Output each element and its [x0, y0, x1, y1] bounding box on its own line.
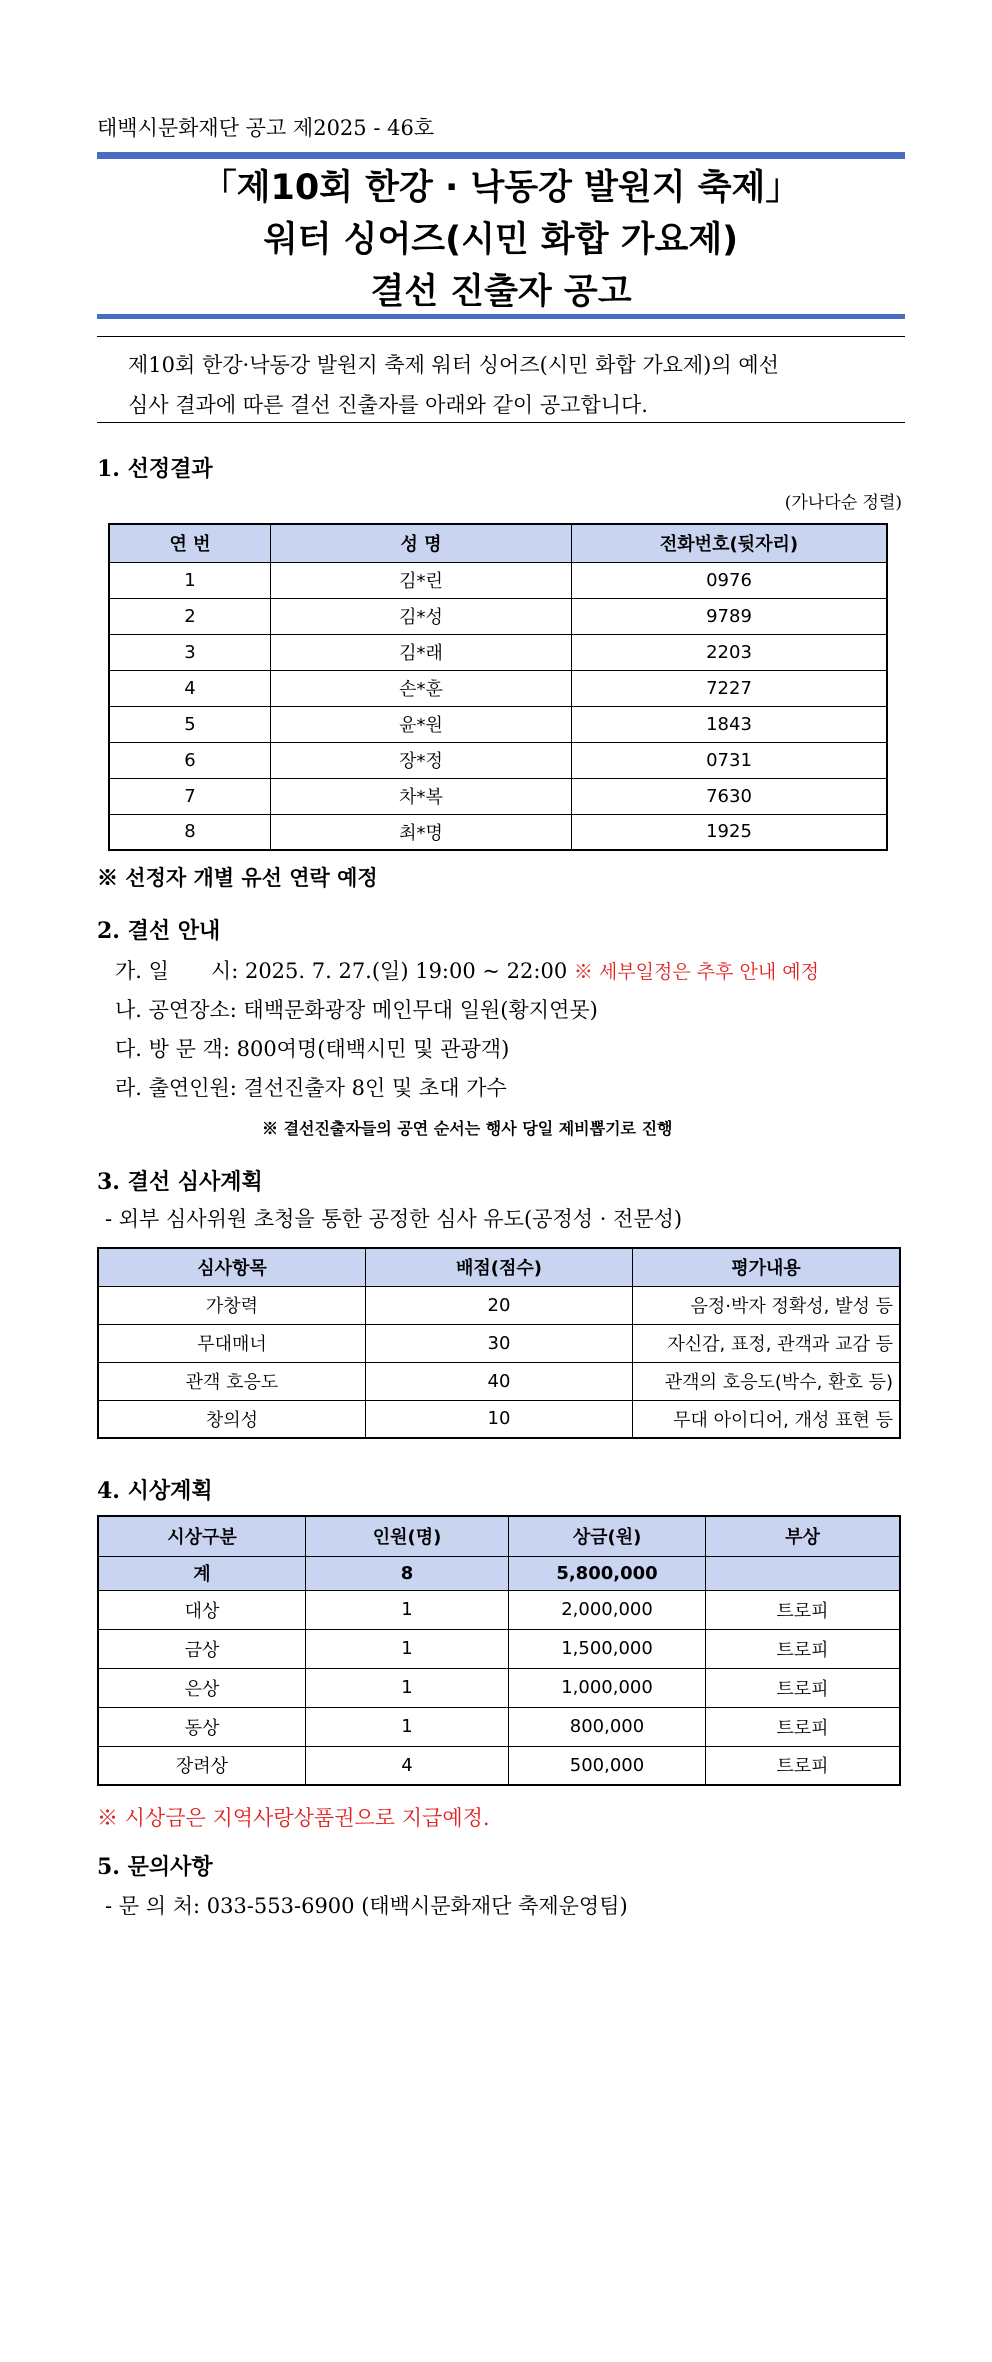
- table-cell: 10: [366, 1400, 633, 1438]
- table-cell: 창의성: [98, 1400, 366, 1438]
- table-cell: 800,000: [509, 1707, 706, 1746]
- intro-bottom-rule: [97, 422, 905, 423]
- section1-title: 1. 선정결과: [97, 456, 213, 482]
- table-cell: 6: [109, 742, 271, 778]
- table-cell: 7: [109, 778, 271, 814]
- table-cell: 4: [306, 1746, 509, 1785]
- table-cell: 최*명: [271, 814, 572, 850]
- table-cell: 1: [306, 1668, 509, 1707]
- header-cell: 시상구분: [98, 1516, 306, 1556]
- table-cell: 7630: [572, 778, 888, 814]
- section4-title: 4. 시상계획: [97, 1478, 213, 1504]
- table-cell: 1,500,000: [509, 1629, 706, 1668]
- table-cell: 1: [306, 1590, 509, 1629]
- date-text: 가. 일 시: 2025. 7. 27.(일) 19:00 ~ 22:00: [115, 959, 568, 983]
- section5-title: 5. 문의사항: [97, 1854, 213, 1880]
- intro-line-2: 심사 결과에 따른 결선 진출자를 아래와 같이 공고합니다.: [128, 393, 648, 417]
- table-row: [109, 814, 887, 850]
- header-cell: 전화번호(뒷자리): [572, 524, 888, 562]
- header-cell: 부상: [706, 1516, 901, 1556]
- table-row: [98, 1668, 900, 1707]
- table-cell: 무대매너: [98, 1324, 366, 1362]
- table-row: [98, 1590, 900, 1629]
- table-cell: [706, 1556, 901, 1590]
- table-cell: 무대 아이디어, 개성 표현 등: [633, 1400, 901, 1438]
- table-cell: 20: [366, 1286, 633, 1324]
- table-cell: 7227: [572, 670, 888, 706]
- sort-note: (가나다순 정렬): [784, 493, 902, 513]
- title-line-3: 결선 진출자 공고: [370, 272, 632, 312]
- table-cell: 5,800,000: [509, 1556, 706, 1590]
- table-cell: 가창력: [98, 1286, 366, 1324]
- table-cell: 음정·박자 정확성, 발성 등: [633, 1286, 901, 1324]
- table-row: [98, 1362, 900, 1400]
- header-cell: 상금(원): [509, 1516, 706, 1556]
- table-row: [98, 1400, 900, 1438]
- table-cell: 8: [109, 814, 271, 850]
- table-cell: 동상: [98, 1707, 306, 1746]
- table-cell: 1: [306, 1629, 509, 1668]
- table-cell: 4: [109, 670, 271, 706]
- table-cell: 1,000,000: [509, 1668, 706, 1707]
- table-cell: 김*린: [271, 562, 572, 598]
- table-row: [109, 706, 887, 742]
- judging-header-row: [98, 1248, 900, 1286]
- table-cell: 자신감, 표정, 관객과 교감 등: [633, 1324, 901, 1362]
- intro-line-1: 제10회 한강·낙동강 발원지 축제 워터 싱어즈(시민 화합 가요제)의 예선: [128, 353, 779, 377]
- table-cell: 대상: [98, 1590, 306, 1629]
- table-cell: 김*성: [271, 598, 572, 634]
- header-cell: 평가내용: [633, 1248, 901, 1286]
- table-cell: 30: [366, 1324, 633, 1362]
- table-cell: 장*정: [271, 742, 572, 778]
- table-cell: 1: [109, 562, 271, 598]
- table-cell: 은상: [98, 1668, 306, 1707]
- header-cell: 심사항목: [98, 1248, 366, 1286]
- award-table: [97, 1515, 901, 1786]
- table-row: [109, 742, 887, 778]
- table-row: [109, 634, 887, 670]
- schedule-note: ※ 세부일정은 추후 안내 예정: [573, 961, 819, 983]
- award-header-row: [98, 1516, 900, 1556]
- table-cell: 계: [98, 1556, 306, 1590]
- table-cell: 5: [109, 706, 271, 742]
- table-cell: 0731: [572, 742, 888, 778]
- table-cell: 트로피: [706, 1668, 901, 1707]
- table-cell: 관객의 호응도(박수, 환호 등): [633, 1362, 901, 1400]
- schedule-line: [115, 955, 819, 985]
- contact-line: - 문 의 처: 033-553-6900 (태백시문화재단 축제운영팀): [105, 1894, 628, 1918]
- header-cell: 배점(점수): [366, 1248, 633, 1286]
- contact-note: ※ 선정자 개별 유선 연락 예정: [97, 865, 378, 890]
- table-cell: 40: [366, 1362, 633, 1400]
- table-cell: 트로피: [706, 1590, 901, 1629]
- table-row: [98, 1707, 900, 1746]
- table-row: [98, 1286, 900, 1324]
- title-top-rule: [97, 152, 905, 159]
- performers-line: 라. 출연인원: 결선진출자 8인 및 초대 가수: [115, 1076, 507, 1100]
- table-cell: 차*복: [271, 778, 572, 814]
- table-cell: 손*훈: [271, 670, 572, 706]
- table-row: [98, 1324, 900, 1362]
- table-row: [109, 562, 887, 598]
- table-cell: 금상: [98, 1629, 306, 1668]
- table-row: [98, 1746, 900, 1785]
- table-cell: 1843: [572, 706, 888, 742]
- table-cell: 8: [306, 1556, 509, 1590]
- selection-header-row: [109, 524, 887, 562]
- table-cell: 2203: [572, 634, 888, 670]
- table-cell: 500,000: [509, 1746, 706, 1785]
- table-cell: 0976: [572, 562, 888, 598]
- header-cell: 인원(명): [306, 1516, 509, 1556]
- intro-text: [128, 345, 898, 425]
- table-cell: 윤*원: [271, 706, 572, 742]
- table-row: [109, 778, 887, 814]
- table-cell: 트로피: [706, 1707, 901, 1746]
- order-note: ※ 결선진출자들의 공연 순서는 행사 당일 제비뽑기로 진행: [262, 1119, 673, 1138]
- table-row: [109, 598, 887, 634]
- table-cell: 김*래: [271, 634, 572, 670]
- judging-table: [97, 1247, 901, 1439]
- award-total-row: [98, 1556, 900, 1590]
- table-cell: 9789: [572, 598, 888, 634]
- table-row: [98, 1629, 900, 1668]
- table-cell: 1925: [572, 814, 888, 850]
- header-cell: 성 명: [271, 524, 572, 562]
- selection-table: [108, 523, 888, 851]
- table-cell: 3: [109, 634, 271, 670]
- intro-top-rule: [97, 336, 905, 337]
- table-cell: 트로피: [706, 1746, 901, 1785]
- notice-number: 태백시문화재단 공고 제2025 - 46호: [97, 116, 435, 140]
- section3-title: 3. 결선 심사계획: [97, 1169, 263, 1195]
- table-cell: 관객 호응도: [98, 1362, 366, 1400]
- title-line-1: 「제10회 한강 · 낙동강 발원지 축제」: [201, 168, 801, 208]
- table-row: [109, 670, 887, 706]
- title-line-2: 워터 싱어즈(시민 화합 가요제): [263, 220, 739, 260]
- table-cell: 2: [109, 598, 271, 634]
- header-cell: 연 번: [109, 524, 271, 562]
- table-cell: 2,000,000: [509, 1590, 706, 1629]
- venue-line: 나. 공연장소: 태백문화광장 메인무대 일원(황지연못): [115, 998, 598, 1022]
- table-cell: 트로피: [706, 1629, 901, 1668]
- prize-note: ※ 시상금은 지역사랑상품권으로 지급예정.: [97, 1806, 490, 1830]
- title-bottom-rule: [97, 314, 905, 319]
- table-cell: 1: [306, 1707, 509, 1746]
- section3-subtitle: - 외부 심사위원 초청을 통한 공정한 심사 유도(공정성 · 전문성): [105, 1207, 683, 1231]
- section2-title: 2. 결선 안내: [97, 918, 221, 944]
- table-cell: 장려상: [98, 1746, 306, 1785]
- visitors-line: 다. 방 문 객: 800여명(태백시민 및 관광객): [115, 1037, 510, 1061]
